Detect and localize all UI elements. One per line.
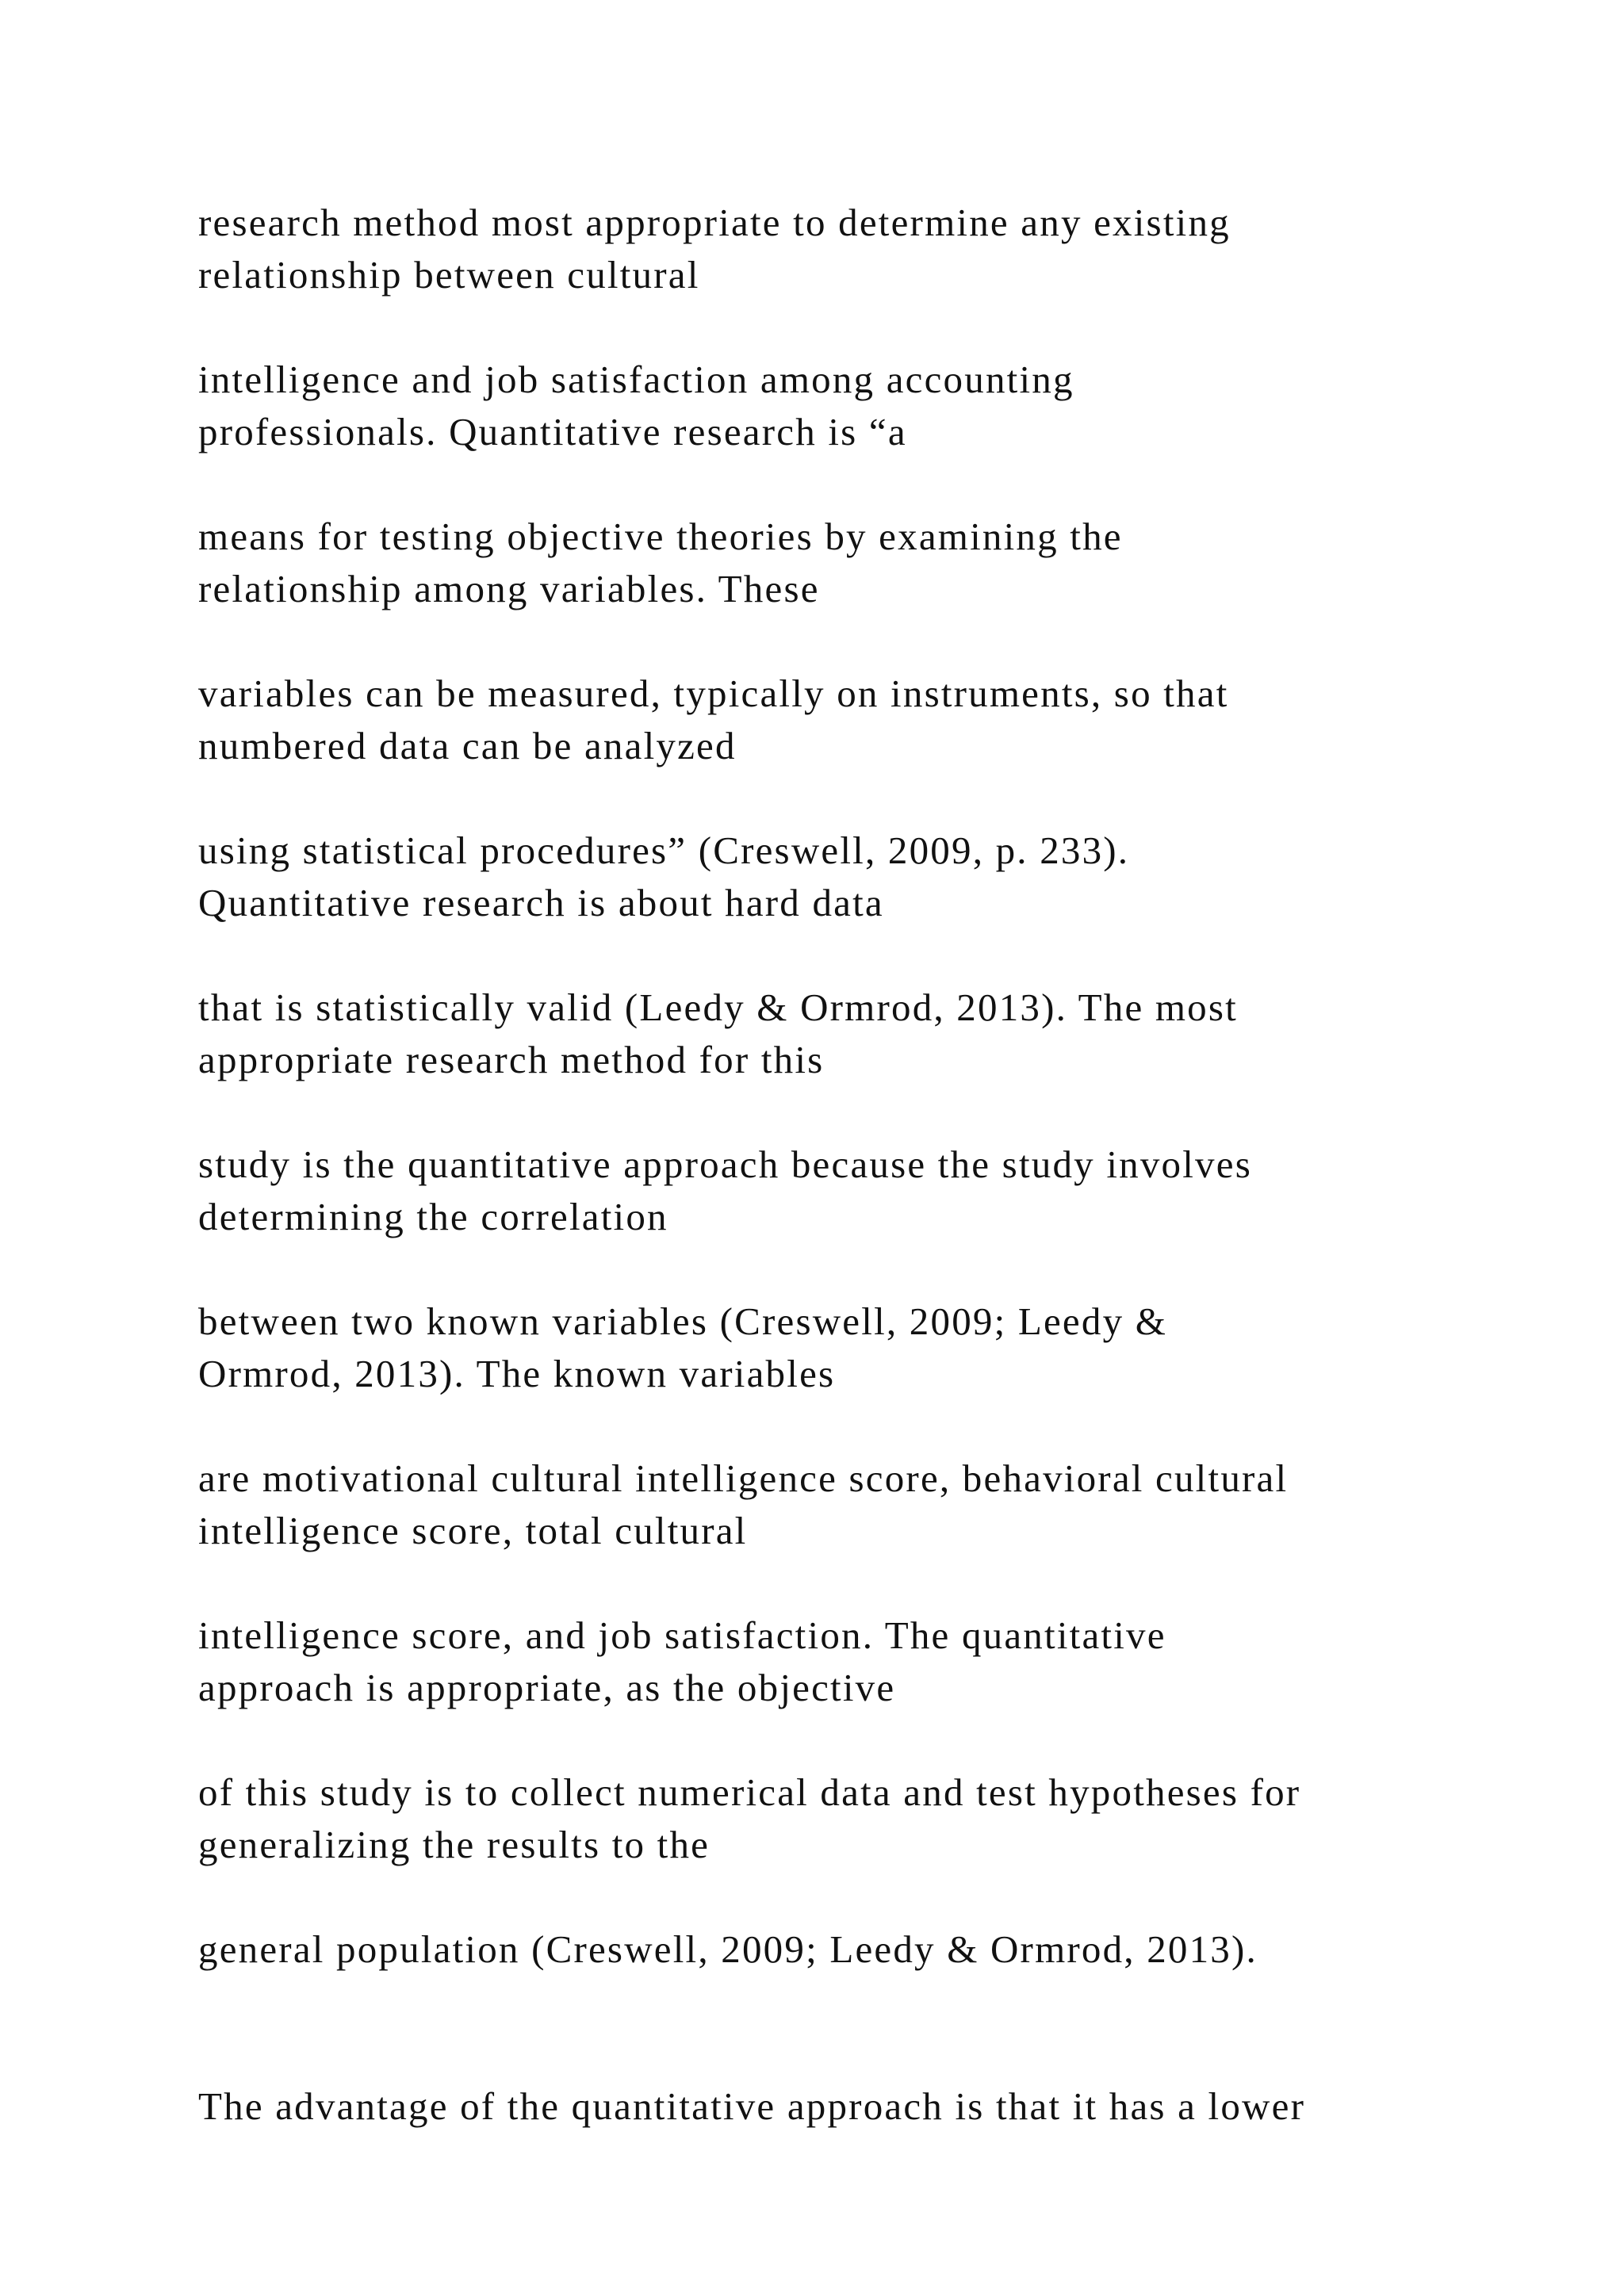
text-line: means for testing objective theories by examining the bbox=[198, 515, 1123, 558]
text-line: are motivational cultural intelligence score, behavioral cultural bbox=[198, 1456, 1289, 1500]
text-line: using statistical procedures” (Creswell, 2009, p. 233). bbox=[198, 828, 1130, 872]
text-line: intelligence and job satisfaction among accounting bbox=[198, 358, 1074, 401]
paragraph bbox=[198, 354, 1546, 458]
text-line: Ormrod, 2013). The known variables bbox=[198, 1352, 836, 1395]
paragraph bbox=[198, 2080, 1546, 2133]
paragraph bbox=[198, 1295, 1546, 1400]
paragraph bbox=[198, 982, 1546, 1086]
paragraph bbox=[198, 1138, 1546, 1243]
paragraph bbox=[198, 1766, 1546, 1871]
text-line: determining the correlation bbox=[198, 1195, 668, 1238]
text-line: professionals. Quantitative research is “a bbox=[198, 410, 907, 453]
text-line: research method most appropriate to determine any existing bbox=[198, 201, 1231, 244]
paragraph bbox=[198, 1923, 1546, 1976]
paragraph bbox=[198, 197, 1546, 301]
text-line: relationship between cultural bbox=[198, 253, 700, 297]
text-line: of this study is to collect numerical data and test hypotheses for bbox=[198, 1770, 1301, 1814]
text-line: Quantitative research is about hard data bbox=[198, 881, 884, 924]
text-line: between two known variables (Creswell, 2009; Leedy & bbox=[198, 1299, 1168, 1343]
text-line: appropriate research method for this bbox=[198, 1038, 825, 1081]
paragraph bbox=[198, 1609, 1546, 1714]
paragraph bbox=[198, 1452, 1546, 1557]
text-line: numbered data can be analyzed bbox=[198, 724, 737, 767]
text-line: variables can be measured, typically on instruments, so that bbox=[198, 672, 1229, 715]
text-line: intelligence score, total cultural bbox=[198, 1509, 748, 1552]
text-line: intelligence score, and job satisfaction. The quantitative bbox=[198, 1613, 1166, 1657]
paragraph bbox=[198, 511, 1546, 615]
text-line: that is statistically valid (Leedy & Ormrod, 2013). The most bbox=[198, 985, 1238, 1029]
text-line: approach is appropriate, as the objective bbox=[198, 1666, 896, 1709]
text-line: relationship among variables. These bbox=[198, 567, 820, 610]
text-line: study is the quantitative approach because the study involves bbox=[198, 1142, 1252, 1186]
text-line: The advantage of the quantitative approach is that it has a lower bbox=[198, 2084, 1306, 2128]
paragraph bbox=[198, 825, 1546, 929]
text-line: general population (Creswell, 2009; Leedy & Ormrod, 2013). bbox=[198, 1927, 1258, 1971]
text-line: generalizing the results to the bbox=[198, 1823, 710, 1866]
paragraph bbox=[198, 668, 1546, 772]
